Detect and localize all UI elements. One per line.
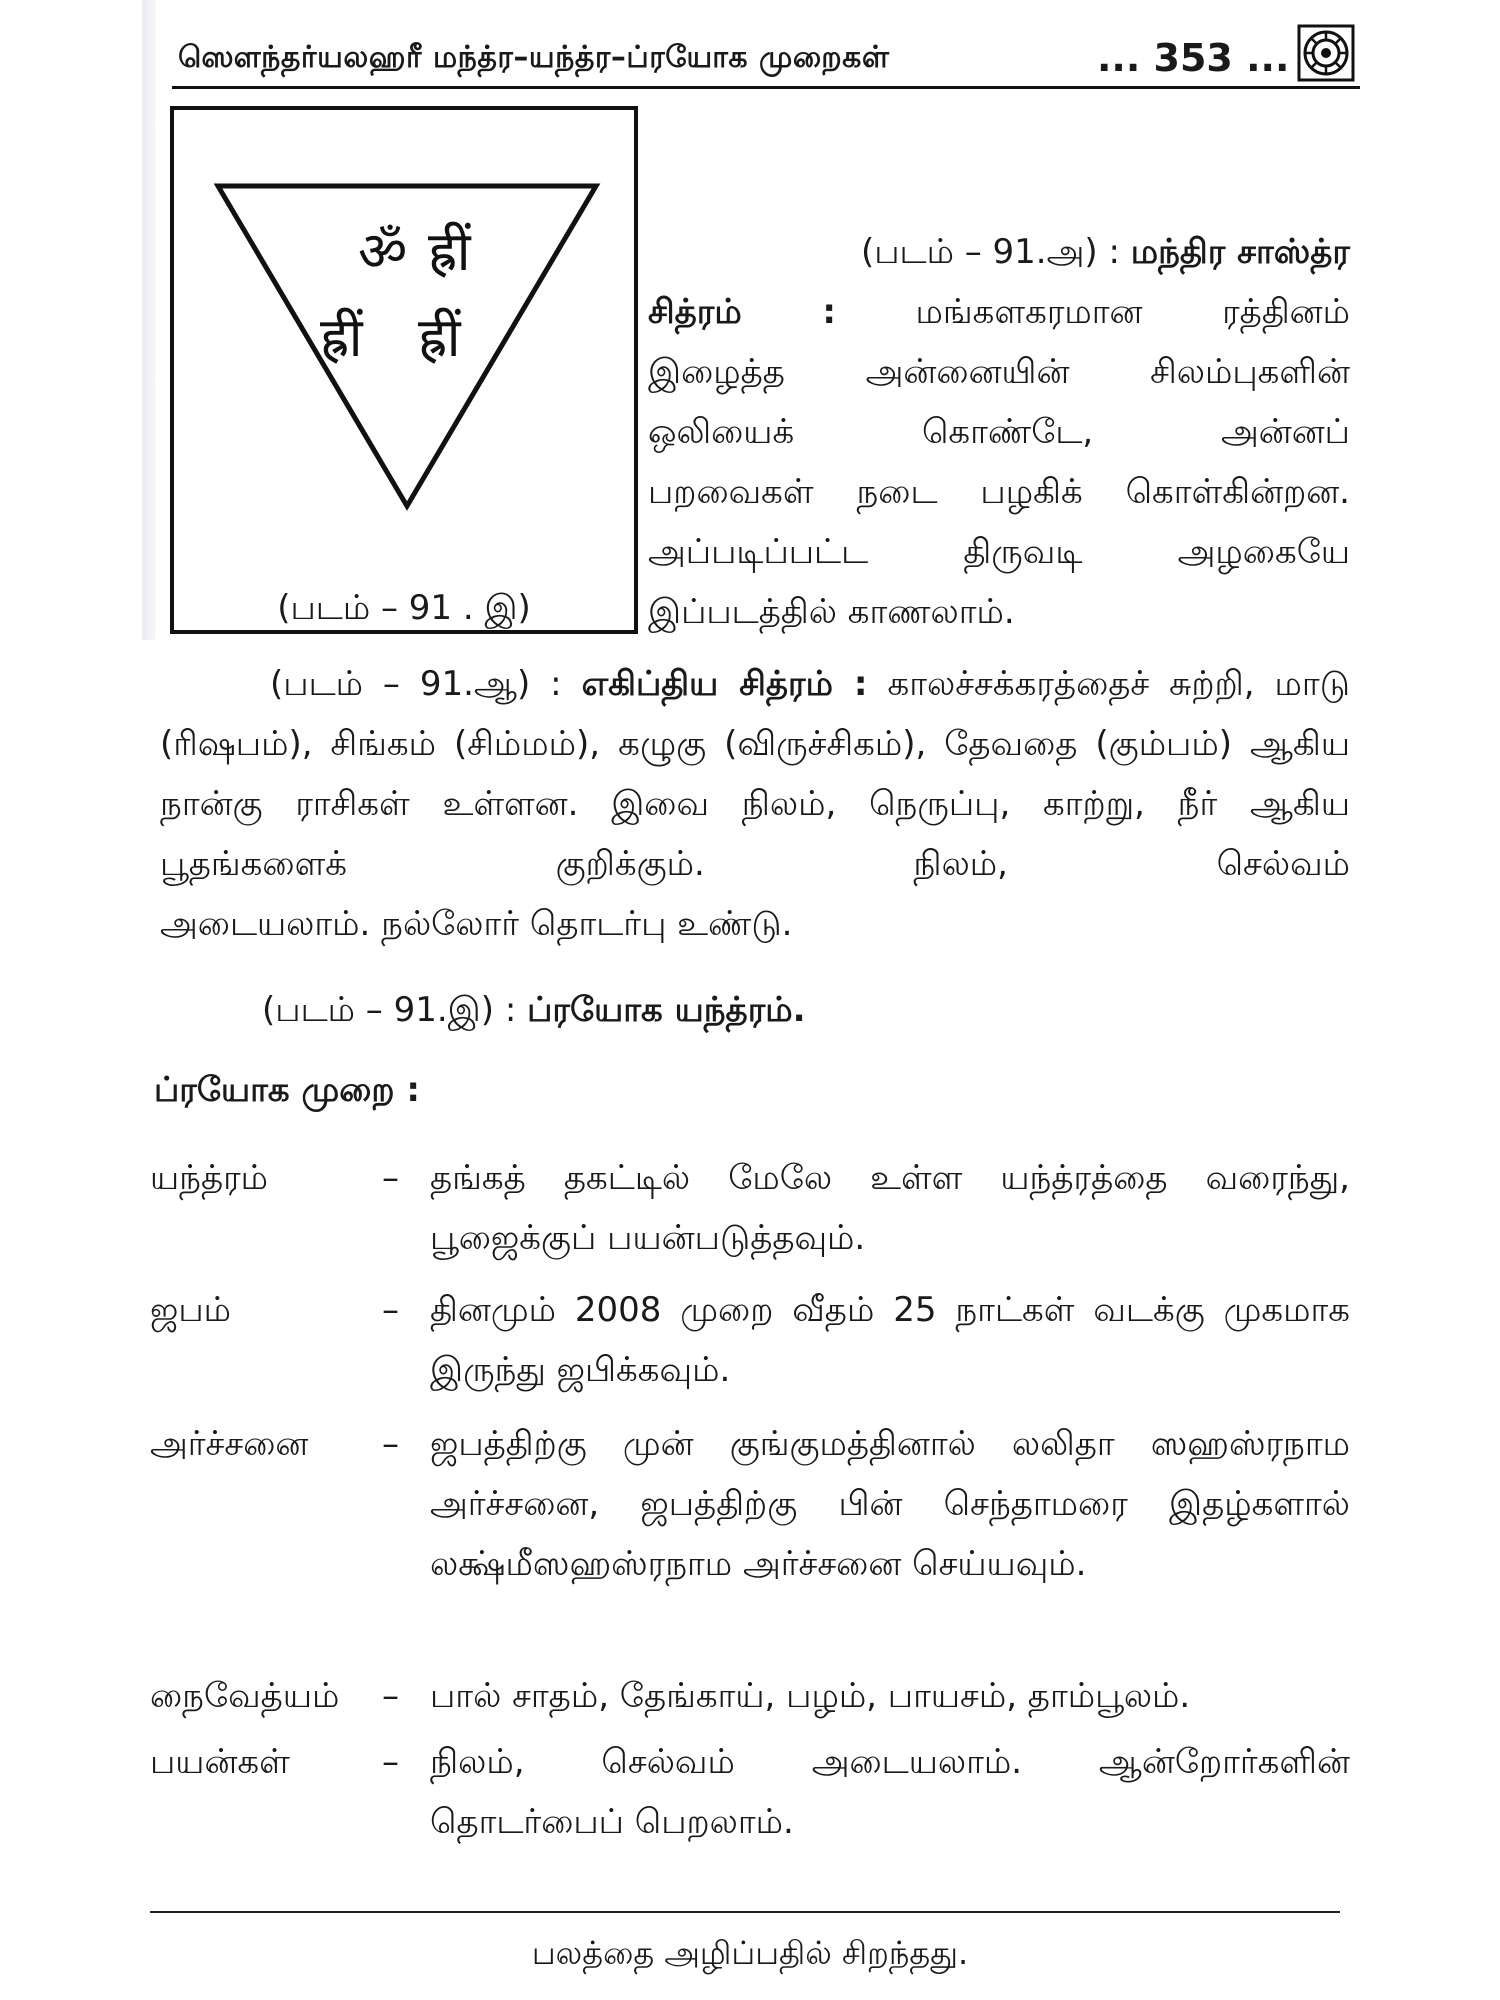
figure-caption: (படம் – 91 . இ) <box>277 588 531 628</box>
yantra-syllable-hrim-3: ह्रीं <box>418 306 461 369</box>
entry-naivedyam <box>150 1666 1350 1726</box>
footer-note: பலத்தை அழிப்பதில் சிறந்தது. <box>531 1934 969 1972</box>
yantra-syllable-hrim-1: ह्रीं <box>428 220 471 283</box>
entry-dash: – <box>382 1742 399 1782</box>
entry-payangal <box>150 1732 1350 1852</box>
header-title: ஸௌந்தர்யலஹரீ மந்த்ர–யந்த்ர–ப்ரயோக முறைகள் <box>178 40 890 75</box>
entry-definition: தினமும் 2008 முறை வீதம் 25 நாட்கள் வடக்கு முகமாக இருந்து ஜபிக்கவும். <box>430 1290 1350 1390</box>
entry-term: பயன்கள் <box>150 1742 290 1782</box>
header-rule <box>172 86 1360 89</box>
para1-lead: (படம் – 91.அ) : <box>860 232 1131 272</box>
entry-dash: – <box>382 1676 399 1716</box>
figure-b-description <box>160 654 1350 894</box>
section-heading: ப்ரயோக முறை : <box>154 1070 421 1110</box>
scan-shadow <box>142 0 156 640</box>
para1-line-4: ஒலியைக் கொண்டே, அன்னப் <box>648 412 1350 452</box>
entry-term: ஜபம் <box>150 1290 232 1330</box>
entry-yantram <box>150 1148 1350 1268</box>
para1-line-3: இழைத்த அன்னையின் சிலம்புகளின் <box>648 352 1350 392</box>
yantra-syllable-hrim-2: ह्रीं <box>320 306 363 369</box>
entry-term: அர்ச்சனை <box>150 1424 309 1464</box>
entry-japam <box>150 1280 1350 1400</box>
entry-dash: – <box>382 1158 399 1198</box>
para2-title: எகிப்திய சித்ரம் : <box>581 664 868 704</box>
entry-term: நைவேத்யம் <box>150 1676 340 1716</box>
para1-title-cont: சித்ரம் : <box>648 292 836 332</box>
lotus-emblem-icon <box>1297 24 1355 82</box>
para2-lead: (படம் – 91.ஆ) : <box>270 664 582 704</box>
para1-line-1 <box>730 222 1350 282</box>
page-margin <box>0 0 150 2000</box>
figure-c-reference <box>262 980 806 1040</box>
para1-text: மங்களகரமான ரத்தினம் <box>915 292 1351 332</box>
running-header <box>172 22 1360 86</box>
para2-last-line: அடையலாம். நல்லோர் தொடர்பு உண்டு. <box>160 904 793 944</box>
entry-dash: – <box>382 1424 399 1464</box>
para1-line-2 <box>648 282 1350 342</box>
entry-definition: தங்கத் தகட்டில் மேலே உள்ள யந்த்ரத்தை வரைந்து, பூஜைக்குப் பயன்படுத்தவும். <box>430 1158 1350 1258</box>
para3-lead: (படம் – 91.இ) : <box>262 990 528 1030</box>
entry-term: யந்த்ரம் <box>150 1158 269 1198</box>
footer-rule <box>150 1911 1340 1913</box>
para1-line-5: பறவைகள் நடை பழகிக் கொள்கின்றன. <box>648 472 1350 512</box>
para2-text: காலச்சக்கரத்தைச் சுற்றி, மாடு (ரிஷபம்), சிங்கம் (சிம்மம்), கழுகு (விருச்சிகம்), தேவதை (கும்பம்) ஆகிய நான்கு ராசிகள் உள்ளன. இவை நிலம், நெருப்பு, காற்று, நீர் ஆகிய பூதங்களைக் குறிக்கும். நிலம், செல்வம் <box>160 664 1350 884</box>
inverted-triangle-yantra <box>210 178 604 518</box>
yantra-figure <box>170 106 638 634</box>
entry-archanai <box>150 1414 1350 1654</box>
entry-definition: ஜபத்திற்கு முன் குங்குமத்தினால் லலிதா ஸஹஸ்ரநாம அர்ச்சனை, ஜபத்திற்கு பின் செந்தாமரை இதழ்களால் லக்ஷ்மீஸஹஸ்ரநாம அர்ச்சனை செய்யவும். <box>430 1424 1350 1584</box>
yantra-syllable-om: ॐ <box>358 220 408 283</box>
entry-definition: நிலம், செல்வம் அடையலாம். ஆன்றோர்களின் தொடர்பைப் பெறலாம். <box>430 1742 1350 1842</box>
para1-line-7: இப்படத்தில் காணலாம். <box>648 592 1015 632</box>
entry-definition: பால் சாதம், தேங்காய், பழம், பாயசம், தாம்பூலம். <box>430 1676 1191 1716</box>
para3-title: ப்ரயோக யந்த்ரம். <box>527 990 806 1030</box>
figure-a-description <box>648 222 1350 642</box>
para1-line-6: அப்படிப்பட்ட திருவடி அழகையே <box>648 532 1350 572</box>
entry-dash: – <box>382 1290 399 1330</box>
para1-title: மந்திர சாஸ்த்ர <box>1130 232 1350 272</box>
page-number: ... 353 ... <box>1097 36 1290 80</box>
